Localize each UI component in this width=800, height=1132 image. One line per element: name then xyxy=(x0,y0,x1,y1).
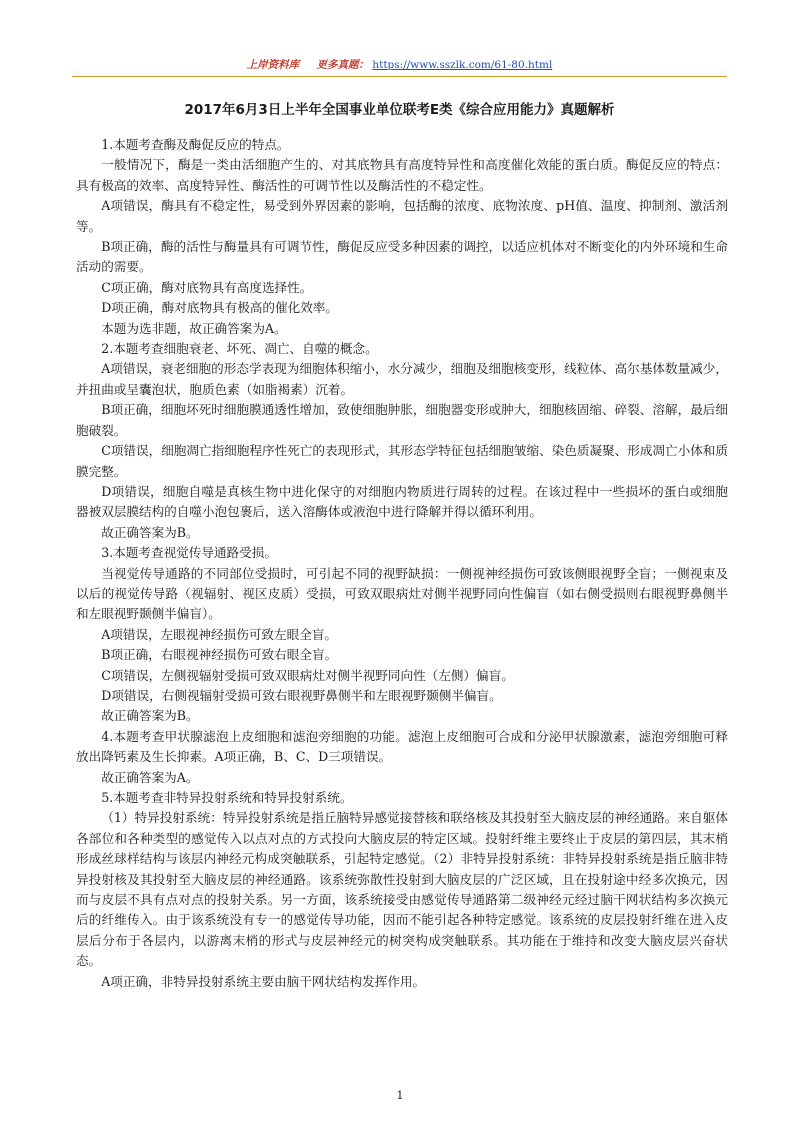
paragraph: 5.本题考查非特异投射系统和特异投射系统。 xyxy=(101,790,353,805)
header-label: 更多真题： xyxy=(316,59,370,71)
paragraph: D项正确，酶对底物具有极高的催化效率。 xyxy=(101,300,338,316)
paragraph: 4.本题考查甲状腺滤泡上皮细胞和滤泡旁细胞的功能。滤泡上皮细胞可合成和分泌甲状腺激素，滤泡旁细胞可释放出降钙素及生长抑素。A项正确，B、C、D三项错误。 xyxy=(76,728,728,765)
paragraph: 1.本题考查酶及酶促反应的特点。 xyxy=(101,137,290,152)
paragraph: D项错误，右侧视辐射受损可致右眼视野鼻侧半和左眼视野颞侧半偏盲。 xyxy=(101,687,502,703)
paragraph: B项正确，细胞坏死时细胞膜通透性增加，致使细胞肿胀，细胞器变形或肿大，细胞核固缩、碎裂、溶解，最后细胞破裂。 xyxy=(76,402,728,438)
paragraph: A项正确，非特异投射系统主要由脑干网状结构发挥作用。 xyxy=(101,973,426,989)
paragraph: 本题为选非题，故正确答案为A。 xyxy=(101,320,287,336)
paragraph: 故正确答案为A。 xyxy=(101,769,199,785)
paragraph: A项错误，酶具有不稳定性，易受到外界因素的影响，包括酶的浓度、底物浓度、pH值、温度、抑制剂、激活剂等。 xyxy=(76,198,728,234)
paragraph: 故正确答案为B。 xyxy=(101,708,199,724)
paragraph: B项正确，右眼视神经损伤可致右眼全盲。 xyxy=(101,647,338,663)
paragraph: B项正确，酶的活性与酶量具有可调节性，酶促反应受多种因素的调控，以适应机体对不断变化的内外环境和生命活动的需要。 xyxy=(76,239,728,275)
paragraph: C项错误，细胞凋亡指细胞程序性死亡的表现形式，其形态学特征包括细胞皱缩、染色质凝聚、形成凋亡小体和质膜完整。 xyxy=(76,443,728,479)
page-number: 1 xyxy=(396,1089,404,1102)
paragraph: D项错误，细胞自噬是真核生物中进化保守的对细胞内物质进行周转的过程。在该过程中一些损坏的蛋白或细胞器被双层膜结构的自噬小泡包裹后，送入溶酶体或液泡中进行降解并得以循环利用。 xyxy=(76,483,728,520)
paragraph: A项错误，衰老细胞的形态学表现为细胞体积缩小，水分减少，细胞及细胞核变形，线粒体、高尔基体数量减少，并扭曲或呈囊泡状，胞质色素（如脂褐素）沉着。 xyxy=(76,361,728,397)
paragraph: C项正确，酶对底物具有高度选择性。 xyxy=(101,279,313,295)
paragraph: C项错误，左侧视辐射受损可致双眼病灶对侧半视野同向性（左侧）偏盲。 xyxy=(101,667,514,683)
paragraph: （1）特异投射系统：特异投射系统是指丘脑特异感觉接替核和联络核及其投射至大脑皮层的神经通路。来自躯体各部位和各种类型的感觉传入以点对点的方式投向大脑皮层的特定区域。投射纤维主要终止于皮层的第四层，其末梢形成丝球样结构与该层内神经元构成突触联系，引起特定感觉。（2）非特异投射系统：非特异投射系统是指丘脑非特异投射核及其投射至大脑皮层的神经通路。该系统弥散性投射到大脑皮层的广泛区域，且在投射途中经多次换元，因而与皮层不具有点对点的投射关系。另一方面，该系统接受由感觉传导通路第二级神经元经过脑干网状结构多次换元后的纤维传入。由于该系统没有专一的感觉传导功能，因而不能引起各种特定感觉。该系统的皮层投射纤维在进入皮层后分布于各层内，以游离末梢的形式与皮层神经元的树突构成突触联系。其功能在于维持和改变大脑皮层兴奋状态。 xyxy=(76,810,728,969)
paragraph: 2.本题考查细胞衰老、坏死、凋亡、自噬的概念。 xyxy=(101,341,378,357)
header-url-link[interactable]: https://www.sszlk.com/61-80.html xyxy=(372,59,553,71)
document-body xyxy=(76,135,728,992)
page-header xyxy=(72,56,727,77)
paragraph: 当视觉传导通路的不同部位受损时，可引起不同的视野缺损：一侧视神经损伤可致该侧眼视野全盲；一侧视束及以后的视觉传导路（视辐射、视区皮质）受损，可致双眼病灶对侧半视野同向性偏盲（如右侧受损则右眼视野鼻侧半和左眼视野颞侧半偏盲）。 xyxy=(76,565,728,622)
paragraph: 3.本题考查视觉传导通路受损。 xyxy=(101,545,277,561)
paragraph: A项错误，左眼视神经损伤可致左眼全盲。 xyxy=(101,626,337,642)
header-brand: 上岸资料库 xyxy=(246,59,300,71)
paragraph: 故正确答案为B。 xyxy=(101,524,199,540)
paragraph: 一般情况下，酶是一类由活细胞产生的、对其底物具有高度特异性和高度催化效能的蛋白质。酶促反应的特点：具有极高的效率、高度特异性、酶活性的可调节性以及酶活性的不稳定性。 xyxy=(76,157,728,193)
document-title: 2017年6月3日上半年全国事业单位联考E类《综合应用能力》真题解析 xyxy=(184,102,615,118)
